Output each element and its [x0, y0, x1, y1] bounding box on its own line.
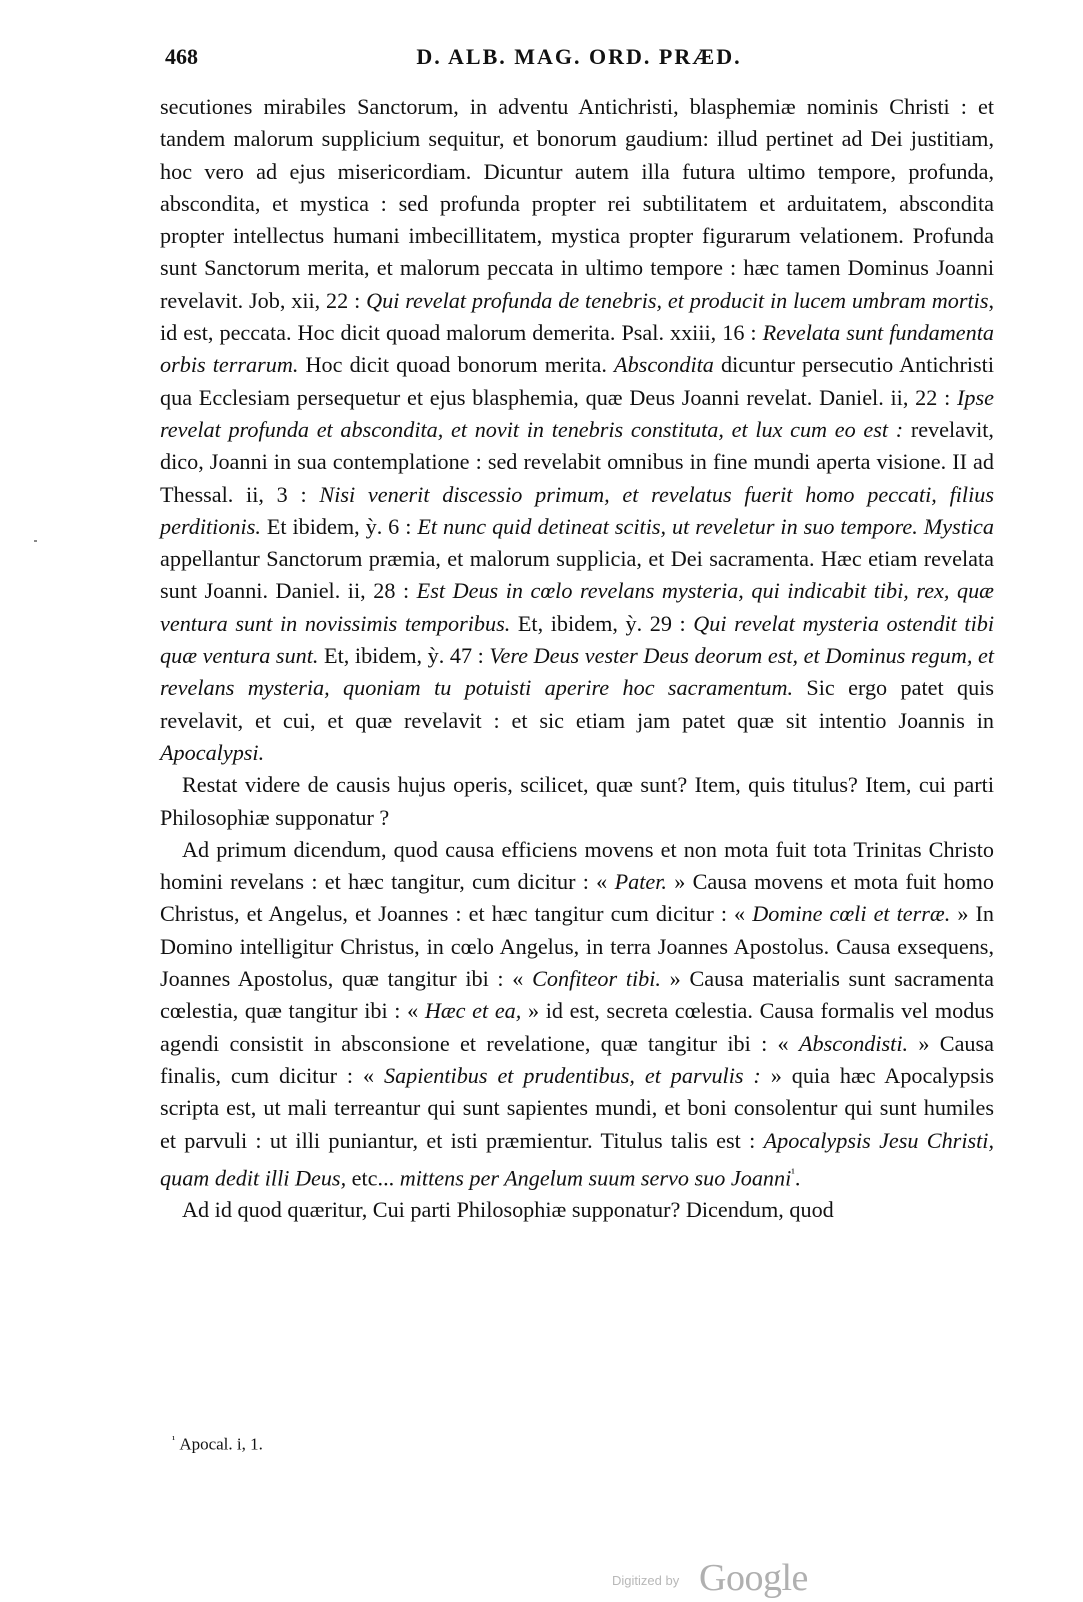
italic-run: Revelata sunt fundamenta orbis terrarum. — [160, 320, 994, 378]
footnote-reference: ¹ — [791, 1165, 795, 1180]
italic-run: Qui revelat mysteria ostendit tibi quæ ventura sunt. — [160, 610, 994, 669]
italic-run: Et nunc quid detineat scitis, ut reveletur in suo tempore. Mystica — [417, 513, 994, 539]
digitized-by-label: Digitized by — [612, 1573, 680, 1588]
text-run: Restat videre de causis hujus operis, scilicet, quæ sunt? Item, quis titulus? Item, cui parti Philosophiæ supponatur ? — [160, 772, 994, 830]
google-logo: Google — [699, 1557, 808, 1599]
running-head: D. ALB. MAG. ORD. PRÆD. — [416, 44, 742, 69]
text-run: , id est, peccata. Hoc dicit quoad malorum demerita. Psal. xxiii, 16 : — [160, 287, 994, 346]
text-run: » Causa materialis sunt sacramenta cœlestia, quæ tangitur ibi : « — [160, 966, 994, 1024]
text-run: revelavit, dico, Joanni in sua contemplatione : sed revelabit omnibus in fine mundi aperta visione. II ad Thessal. ii, 3 : — [160, 416, 994, 507]
italic-run: Hæc et ea, — [424, 998, 522, 1024]
italic-run: Abscondisti. — [798, 1030, 909, 1056]
italic-run: Pater. — [614, 869, 667, 895]
footnote-mark: ¹ — [172, 1434, 176, 1446]
text-run: » id est, secreta cœlestia. Causa formalis vel modus agendi consistit in absconsione et revelatione, quæ tangitur ibi : « — [160, 998, 995, 1056]
text-run: . — [794, 1165, 801, 1191]
italic-run: mittens per Angelum suum servo suo Joanni — [399, 1165, 792, 1191]
italic-run: Ipse revelat profunda et abscondita, et novit in tenebris constituta, et lux cum eo est : — [160, 384, 994, 442]
paragraph — [160, 834, 994, 1195]
italic-run: Sapientibus et prudentibus, et parvulis : — [383, 1062, 761, 1088]
italic-run: Abscondita — [614, 352, 714, 378]
page-header — [165, 44, 993, 78]
text-run: Et, ibidem, ỳ. 47 : — [318, 643, 490, 669]
paragraph — [160, 91, 994, 769]
body-text — [160, 91, 994, 1227]
text-run: Et, ibidem, ỳ. 29 : — [510, 610, 694, 636]
text-run: » quia hæc Apocalypsis scripta est, ut mali terreantur qui sunt sapientes mundi, et boni consolentur qui sunt humiles et parvuli : ut illi puniantur, et isti præmientur. Titulus talis est : — [160, 1062, 994, 1153]
footnote-text: Apocal. i, 1. — [179, 1434, 263, 1454]
italic-run: Est Deus in cœlo revelans mysteria, qui indicabit tibi, rex, quæ ventura sunt in novissimis temporibus. — [160, 578, 994, 636]
text-run: » Causa finalis, cum dicitur : « — [160, 1030, 994, 1088]
italic-run: Domine cœli et terræ. — [752, 901, 951, 927]
text-run: Sic ergo patet quis revelavit, et cui, et quæ revelavit : et sic etiam jam patet quæ sit intentio Joannis in — [160, 675, 994, 733]
text-run: Et ibidem, ỳ. 6 : — [260, 513, 418, 539]
italic-run: Confiteor tibi. — [532, 966, 661, 992]
italic-run: Qui revelat profunda de tenebris, et producit in lucem umbram mortis — [366, 287, 989, 313]
text-run: etc... — [346, 1165, 400, 1191]
italic-run: Apocalypsi. — [160, 739, 265, 765]
text-run: appellantur Sanctorum præmia, et malorum supplicia, et Dei sacramenta. Hæc etiam revelata sunt Joanni. Daniel. ii, 28 : — [160, 546, 994, 604]
paragraph — [160, 1194, 994, 1226]
italic-run: Nisi venerit discessio primum, et revelatus fuerit homo peccati, filius perditionis. — [160, 481, 994, 539]
text-run: Ad id quod quæritur, Cui parti Philosophiæ supponatur? Dicendum, quod — [182, 1197, 834, 1223]
text-run: Hoc dicit quoad bonorum merita. — [298, 352, 615, 378]
scan-speck — [34, 540, 37, 542]
page-number: 468 — [165, 44, 198, 69]
text-run: » Causa movens et mota fuit homo Christus, et Angelus, et Joannes : et hæc tangitur cum dicitur : « — [160, 869, 994, 927]
paragraph — [160, 769, 994, 834]
italic-run: Vere Deus vester Deus deorum est, et Dominus regum, et revelans mysteria, quoniam tu potuisti aperire hoc sacramentum. — [160, 643, 994, 701]
italic-run: Apocalypsis Jesu Christi, quam dedit illi Deus, — [160, 1127, 994, 1191]
footnote — [172, 1434, 263, 1455]
text-run: Ad primum dicendum, quod causa efficiens movens et non mota fuit tota Trinitas Christo homini revelans : et hæc tangitur, cum dicitur : « — [160, 836, 994, 895]
text-run: » In Domino intelligitur Christus, in cœlo Angelus, in terra Joannes Apostolus. Causa exsequens, Joannes Apostolus, quæ tangitur ibi : « — [160, 901, 994, 992]
text-run: dicuntur persecutio Antichristi qua Ecclesiam persequetur et ejus blasphemia, quæ Deus Joanni revelat. Daniel. ii, 22 : — [160, 352, 994, 410]
text-run: secutiones mirabiles Sanctorum, in adventu Antichristi, blasphemiæ nominis Christi : et tandem malorum supplicium sequitur, et bonorum gaudium: illud pertinet ad Dei justitiam, hoc vero ad ejus misericordiam. Dicuntur autem illa futura ultimo tempore, profunda, abscondita, et mystica : sed profunda propter rei subtilitatem et arduitatem, abscondita propter intellectus humani imbecillitatem, mystica propter figurarum velationem. Profunda sunt Sanctorum merita, et malorum peccata in ultimo tempore : hæc tamen Dominus Joanni revelavit. Job, xii, 22 : — [160, 94, 994, 313]
